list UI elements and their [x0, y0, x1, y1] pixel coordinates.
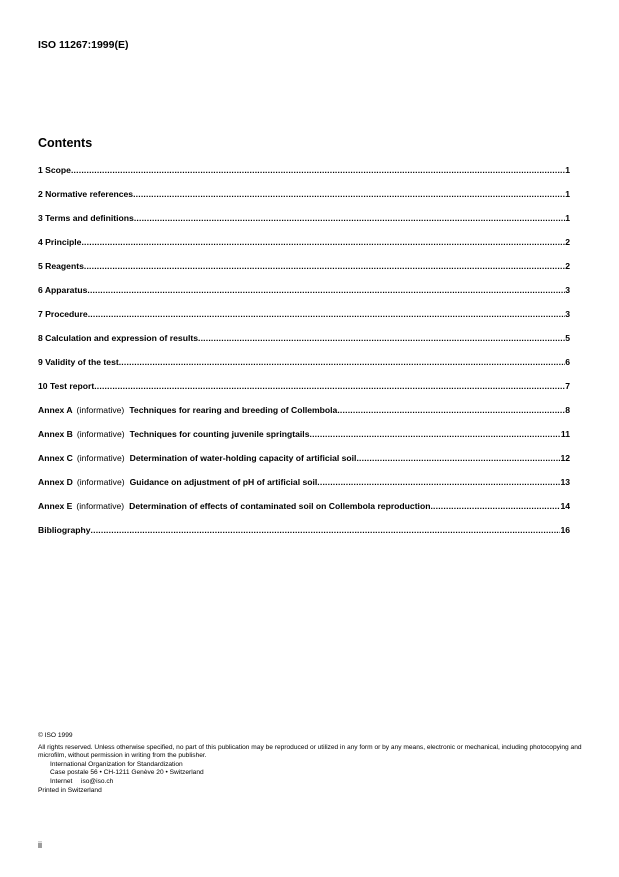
annex-title: Determination of water-holding capacity of artificial soil [129, 453, 357, 463]
annex-page: 14 [560, 501, 570, 511]
toc-entry-page: 3 [565, 285, 570, 295]
annex-label: Annex E [38, 501, 73, 511]
internet-label: Internet [50, 777, 73, 785]
toc-annex-entry[interactable] [38, 404, 570, 428]
toc-entry[interactable] [38, 356, 570, 380]
annex-type: (informative) [76, 429, 125, 439]
annex-page: 12 [560, 453, 570, 463]
toc-entry-page: 5 [565, 333, 570, 343]
toc-entry-title: 10 Test report [38, 381, 95, 391]
annex-label: Annex D [38, 477, 73, 487]
copyright-line: © ISO 1999 [38, 732, 73, 739]
toc-entry[interactable] [38, 308, 570, 332]
leader-dots [198, 332, 565, 344]
toc-annex-entry[interactable] [38, 500, 570, 524]
leader-dots [133, 188, 565, 200]
toc-entry-page: 1 [565, 165, 570, 175]
toc-entry-page: 2 [565, 237, 570, 247]
toc-entry-title: 4 Principle [38, 237, 82, 247]
standard-id: ISO 11267:1999(E) [38, 39, 129, 51]
leader-dots [87, 284, 565, 296]
annex-title: Guidance on adjustment of pH of artificial soil [129, 477, 318, 487]
toc-entry[interactable] [38, 260, 570, 284]
toc-entry[interactable] [38, 212, 570, 236]
toc-entry-title: 2 Normative references [38, 189, 134, 199]
annex-type: (informative) [76, 501, 125, 511]
page-number: ii [38, 840, 42, 850]
toc-entry-title: 7 Procedure [38, 309, 88, 319]
toc-annex-entry[interactable] [38, 452, 570, 476]
toc-entry[interactable] [38, 188, 570, 212]
toc-entry-page: 6 [565, 357, 570, 367]
internet-email: iso@iso.ch [81, 777, 114, 785]
leader-dots [88, 308, 566, 320]
toc-entry[interactable] [38, 284, 570, 308]
toc-entry[interactable] [38, 332, 570, 356]
toc-bibliography-entry[interactable] [38, 524, 570, 548]
organization-name: International Organization for Standardization [50, 760, 183, 768]
leader-dots [81, 236, 565, 248]
table-of-contents [38, 164, 570, 548]
toc-entry-title: 3 Terms and definitions [38, 213, 134, 223]
rights-statement: All rights reserved. Unless otherwise specified, no part of this publication may be reproduced or utilized in any form or by any means, electronic or mechanical, including photocopying and microfilm, without permission in writing from the publisher. [38, 743, 582, 760]
toc-entry-title: 8 Calculation and expression of results [38, 333, 198, 343]
annex-label: Annex C [38, 453, 73, 463]
leader-dots [356, 452, 560, 464]
copyright-notice [38, 732, 583, 795]
toc-entry-title: 6 Apparatus [38, 285, 88, 295]
toc-entry-page: 1 [565, 189, 570, 199]
leader-dots [337, 404, 565, 416]
leader-dots [309, 428, 560, 440]
bibliography-title: Bibliography [38, 525, 91, 535]
toc-entry-title: 5 Reagents [38, 261, 84, 271]
printed-in: Printed in Switzerland [38, 786, 102, 794]
annex-title: Determination of effects of contaminated soil on Collembola reproduction [129, 501, 431, 511]
annex-page: 8 [565, 405, 570, 415]
toc-entry-title: 1 Scope [38, 165, 71, 175]
leader-dots [134, 212, 565, 224]
toc-entry-title: 9 Validity of the test [38, 357, 119, 367]
contents-title: Contents [38, 136, 93, 150]
bibliography-page: 16 [560, 525, 570, 535]
toc-entry[interactable] [38, 236, 570, 260]
organization-address: Case postale 56 • CH-1211 Genève 20 • Switzerland [50, 769, 204, 777]
toc-entry[interactable] [38, 380, 570, 404]
annex-title: Techniques for counting juvenile springtails [129, 429, 310, 439]
toc-entry[interactable] [38, 164, 570, 188]
leader-dots [430, 500, 560, 512]
annex-page: 11 [560, 429, 570, 439]
leader-dots [317, 476, 560, 488]
annex-title: Techniques for rearing and breeding of Collembola [129, 405, 338, 415]
toc-entry-page: 7 [565, 381, 570, 391]
leader-dots [84, 260, 565, 272]
toc-annex-entry[interactable] [38, 476, 570, 500]
toc-entry-page: 3 [565, 309, 570, 319]
leader-dots [119, 356, 566, 368]
annex-page: 13 [560, 477, 570, 487]
leader-dots [91, 524, 561, 536]
annex-type: (informative) [76, 477, 125, 487]
toc-entry-page: 2 [565, 261, 570, 271]
internet-line [38, 778, 583, 787]
annex-type: (informative) [76, 453, 125, 463]
annex-label: Annex A [38, 405, 73, 415]
annex-type: (informative) [76, 405, 125, 415]
toc-annex-entry[interactable] [38, 428, 570, 452]
leader-dots [94, 380, 565, 392]
leader-dots [71, 164, 565, 176]
toc-entry-page: 1 [565, 213, 570, 223]
annex-label: Annex B [38, 429, 73, 439]
